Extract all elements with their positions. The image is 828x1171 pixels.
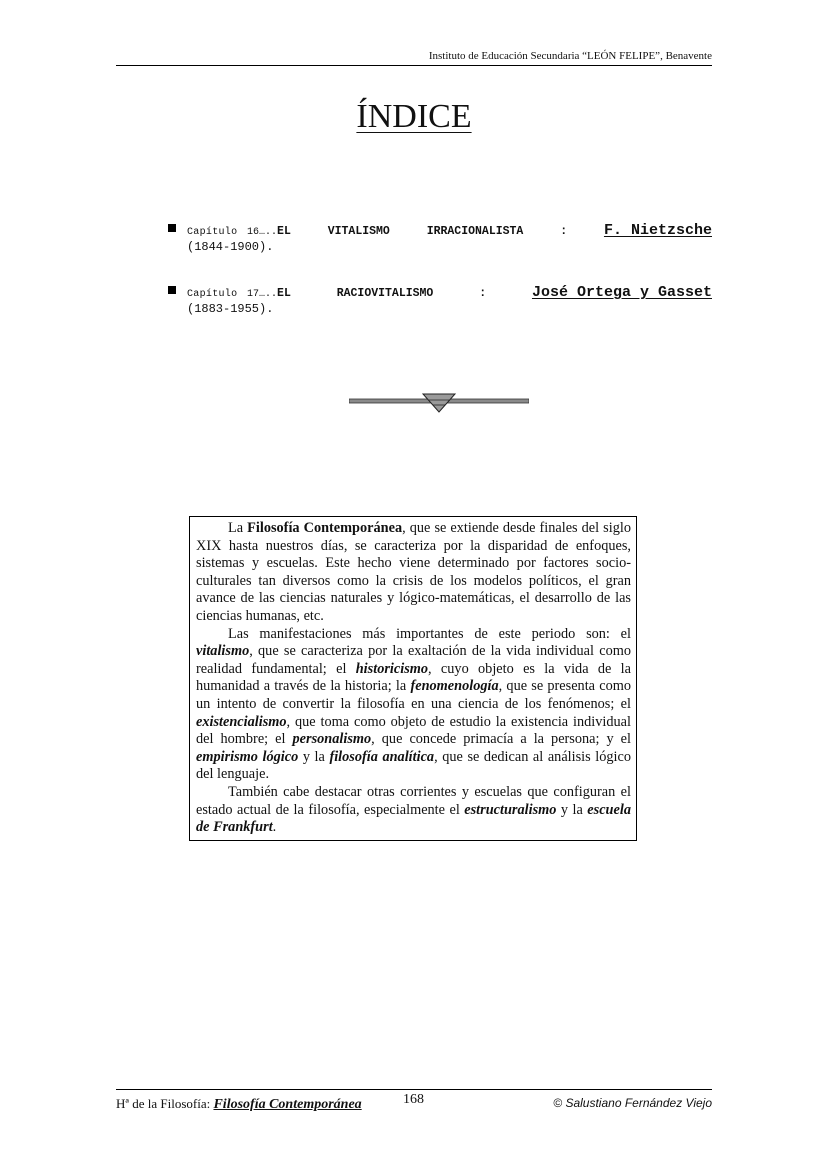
chapter-topic-part: EL <box>277 225 291 238</box>
chapter-author: F. Nietzsche <box>603 222 712 239</box>
institution-name: Instituto de Educación Secundaria “LEÓN FELIPE”, Benavente <box>428 50 712 62</box>
page-header <box>116 50 712 66</box>
chapter-label: Capítulo <box>187 289 238 300</box>
footer-course <box>116 1096 362 1113</box>
chapter-topic-part: RACIOVITALISMO <box>336 287 434 300</box>
toc-item <box>168 283 712 316</box>
chapter-topic-part: VITALISMO <box>327 225 390 238</box>
chapter-years: (1883-1955). <box>187 302 274 316</box>
chapter-number: 17….. <box>247 289 278 300</box>
chapter-separator: : <box>479 287 487 300</box>
bullet-icon <box>168 224 176 232</box>
page-footer <box>116 1089 712 1116</box>
toc-item <box>168 221 712 254</box>
summary-paragraph: La Filosofía Contemporánea, que se extiende desde finales del siglo XIX hasta nuestros días, se caracteriza por la disparidad de enfoques, sistemas y escuelas. Este hecho viene determinado por factores socio-culturales tan diversos como la crisis de los modelos políticos, el gran avance de las ciencias naturales y lógico-matemáticas, el desarrollo de las ciencias humanas, etc. <box>196 520 631 624</box>
chapter-years: (1844-1900). <box>187 240 274 254</box>
chapter-label: Capítulo <box>187 227 238 238</box>
footer-subject: Filosofía Contemporánea <box>213 1097 362 1112</box>
chapter-topic-part: EL <box>277 287 291 300</box>
section-divider <box>349 392 529 414</box>
chapter-separator: : <box>560 225 568 238</box>
summary-paragraph: También cabe destacar otras corrientes y escuelas que configuran el estado actual de la filosofía, especialmente el estructuralismo y la escuela de Frankfurt. <box>196 783 631 836</box>
chapter-number: 16….. <box>247 227 278 238</box>
summary-paragraph: Las manifestaciones más importantes de este periodo son: el vitalismo, que se caracteriza por la exaltación de la vida individual como realidad fundamental; el historicismo, cuyo objeto es la vida de la humanidad a través de la historia; la fenomenología, que se presenta como un intento de convertir la filosofía en una ciencia de los fenómenos; el existencialismo, que toma como objeto de estudio la existencia individual del hombre; el personalismo, que concede primacía a la persona; y el empirismo lógico y la filosofía analítica, que se dedican al análisis lógico del lenguaje. <box>196 625 632 783</box>
page-title: ÍNDICE <box>356 98 472 135</box>
footer-prefix: Hª de la Filosofía: <box>116 1096 214 1111</box>
summary-box <box>189 516 637 841</box>
chapter-topic-part: IRRACIONALISTA <box>426 225 524 238</box>
bullet-icon <box>168 286 176 294</box>
chapter-author: José Ortega y Gasset <box>531 284 712 301</box>
page-number: 168 <box>403 1092 424 1107</box>
footer-copyright: © Salustiano Fernández Viejo <box>553 1096 712 1110</box>
